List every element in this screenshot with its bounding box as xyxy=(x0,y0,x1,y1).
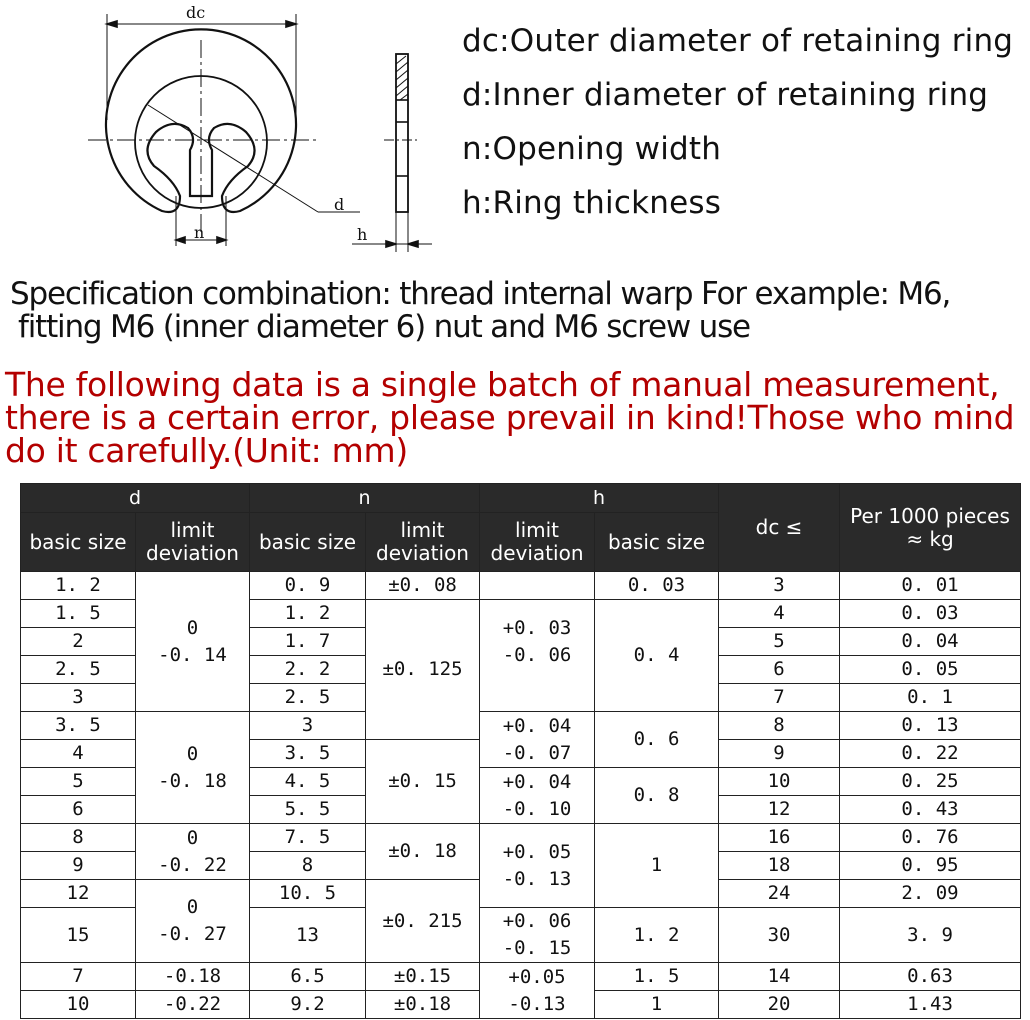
weight-cell: 0. 03 xyxy=(840,600,1021,628)
n-limit-deviation-cell: ±0. 125 xyxy=(366,600,480,740)
n-basic-size-cell: 2. 2 xyxy=(250,656,366,684)
n-limit-deviation-cell: ±0. 215 xyxy=(366,880,480,963)
d-basic-size-cell: 10 xyxy=(21,991,136,1019)
d-label: d xyxy=(334,195,345,214)
header-d-basic-size: basic size xyxy=(21,513,136,572)
d-basic-size-cell: 12 xyxy=(21,880,136,908)
d-basic-size-cell: 6 xyxy=(21,796,136,824)
n-basic-size-cell: 8 xyxy=(250,852,366,880)
n-basic-size-cell: 10. 5 xyxy=(250,880,366,908)
warning-line-1: The following data is a single batch of manual measurement, xyxy=(5,365,1000,404)
n-basic-size-cell: 4. 5 xyxy=(250,768,366,796)
size-table xyxy=(20,483,1021,1019)
n-limit-deviation-cell: ±0. 15 xyxy=(366,740,480,824)
dc-cell: 7 xyxy=(719,684,840,712)
dc-cell: 3 xyxy=(719,572,840,600)
h-limit-deviation-cell: +0. 05 -0. 13 xyxy=(480,824,595,908)
dc-cell: 4 xyxy=(719,600,840,628)
d-basic-size-cell: 1. 2 xyxy=(21,572,136,600)
table-row xyxy=(21,712,1021,740)
d-basic-size-cell: 1. 5 xyxy=(21,600,136,628)
n-basic-size-cell: 1. 2 xyxy=(250,600,366,628)
dc-label: dc xyxy=(186,3,206,22)
header-h-limit-deviation: limit deviation xyxy=(480,513,595,572)
weight-cell: 0.63 xyxy=(840,963,1021,991)
d-limit-deviation-cell: -0.22 xyxy=(136,991,250,1019)
header-weight: Per 1000 pieces ≈ kg xyxy=(840,484,1021,572)
n-basic-size-cell: 0. 9 xyxy=(250,572,366,600)
weight-cell: 0. 43 xyxy=(840,796,1021,824)
d-limit-deviation-cell: -0.18 xyxy=(136,963,250,991)
dc-cell: 6 xyxy=(719,656,840,684)
dc-cell: 18 xyxy=(719,852,840,880)
dc-cell: 5 xyxy=(719,628,840,656)
dc-cell: 12 xyxy=(719,796,840,824)
h-basic-size-cell: 1. 2 xyxy=(595,908,719,963)
d-basic-size-cell: 5 xyxy=(21,768,136,796)
d-basic-size-cell: 7 xyxy=(21,963,136,991)
n-basic-size-cell: 9.2 xyxy=(250,991,366,1019)
legend-item-d: d:Inner diameter of retaining ring xyxy=(462,77,989,113)
weight-cell: 0. 05 xyxy=(840,656,1021,684)
h-basic-size-cell: 0. 4 xyxy=(595,600,719,712)
n-limit-deviation-cell: ±0.18 xyxy=(366,991,480,1019)
n-basic-size-cell: 13 xyxy=(250,908,366,963)
d-basic-size-cell: 2 xyxy=(21,628,136,656)
weight-cell: 0. 76 xyxy=(840,824,1021,852)
spec-line-2: fitting M6 (inner diameter 6) nut and M6 screw use xyxy=(18,309,750,345)
dc-cell: 10 xyxy=(719,768,840,796)
h-limit-deviation-cell: +0. 04 -0. 07 xyxy=(480,712,595,768)
table-row xyxy=(21,963,1021,991)
n-basic-size-cell: 3. 5 xyxy=(250,740,366,768)
d-basic-size-cell: 3 xyxy=(21,684,136,712)
n-limit-deviation-cell: ±0.15 xyxy=(366,963,480,991)
spec-line-1: Specification combination: thread internal warp For example: M6, xyxy=(10,276,951,312)
table-row xyxy=(21,824,1021,852)
dc-cell: 24 xyxy=(719,880,840,908)
h-label: h xyxy=(357,225,368,244)
weight-cell: 3. 9 xyxy=(840,908,1021,963)
header-h-basic-size: basic size xyxy=(595,513,719,572)
retaining-ring-drawing xyxy=(0,0,450,260)
header-n-basic-size: basic size xyxy=(250,513,366,572)
weight-cell: 0. 1 xyxy=(840,684,1021,712)
legend-item-n: n:Opening width xyxy=(462,131,722,167)
dc-cell: 14 xyxy=(719,963,840,991)
n-label: n xyxy=(194,223,205,242)
n-limit-deviation-cell: ±0. 08 xyxy=(366,572,480,600)
legend-item-dc: dc:Outer diameter of retaining ring xyxy=(462,23,1014,59)
d-limit-deviation-cell: 0 -0. 18 xyxy=(136,712,250,824)
h-limit-deviation-cell: +0. 06 -0. 15 xyxy=(480,908,595,963)
dimension-legend xyxy=(462,14,1013,230)
group-header-n: n xyxy=(250,484,480,513)
dc-cell: 16 xyxy=(719,824,840,852)
header-dc: dc ≤ xyxy=(719,484,840,572)
n-basic-size-cell: 2. 5 xyxy=(250,684,366,712)
group-header-h: h xyxy=(480,484,719,513)
warning-line-2: there is a certain error, please prevail in kind!Those who mind xyxy=(5,398,1015,437)
dc-cell: 30 xyxy=(719,908,840,963)
n-basic-size-cell: 6.5 xyxy=(250,963,366,991)
table-row xyxy=(21,572,1021,600)
d-basic-size-cell: 15 xyxy=(21,908,136,963)
measurement-warning xyxy=(5,365,1015,470)
table-body xyxy=(21,572,1021,1019)
d-basic-size-cell: 8 xyxy=(21,824,136,852)
weight-cell: 1.43 xyxy=(840,991,1021,1019)
d-limit-deviation-cell: 0 -0. 27 xyxy=(136,880,250,963)
h-limit-deviation-cell: +0.05 -0.13 xyxy=(480,963,595,1019)
h-basic-size-cell: 1 xyxy=(595,824,719,908)
h-limit-deviation-cell: +0. 03 -0. 06 xyxy=(480,600,595,712)
dc-cell: 20 xyxy=(719,991,840,1019)
h-basic-size-cell: 0. 6 xyxy=(595,712,719,768)
weight-cell: 0. 13 xyxy=(840,712,1021,740)
d-limit-deviation-cell: 0 -0. 14 xyxy=(136,572,250,712)
h-basic-size-cell: 1 xyxy=(595,991,719,1019)
n-basic-size-cell: 1. 7 xyxy=(250,628,366,656)
d-basic-size-cell: 2. 5 xyxy=(21,656,136,684)
weight-cell: 0. 25 xyxy=(840,768,1021,796)
n-limit-deviation-cell: ±0. 18 xyxy=(366,824,480,880)
header-n-limit-deviation: limit deviation xyxy=(366,513,480,572)
weight-cell: 0. 04 xyxy=(840,628,1021,656)
weight-cell: 0. 22 xyxy=(840,740,1021,768)
n-basic-size-cell: 7. 5 xyxy=(250,824,366,852)
h-limit-deviation-cell: +0. 04 -0. 10 xyxy=(480,768,595,824)
weight-cell: 2. 09 xyxy=(840,880,1021,908)
d-basic-size-cell: 3. 5 xyxy=(21,712,136,740)
d-limit-deviation-cell: 0 -0. 22 xyxy=(136,824,250,880)
h-basic-size-cell: 0. 03 xyxy=(595,572,719,600)
n-basic-size-cell: 5. 5 xyxy=(250,796,366,824)
h-basic-size-cell: 1. 5 xyxy=(595,963,719,991)
warning-line-3: do it carefully.(Unit: mm) xyxy=(5,431,408,470)
d-basic-size-cell: 9 xyxy=(21,852,136,880)
weight-cell: 0. 01 xyxy=(840,572,1021,600)
group-header-d: d xyxy=(21,484,250,513)
specification-note xyxy=(10,278,950,344)
legend-item-h: h:Ring thickness xyxy=(462,185,722,221)
weight-cell: 0. 95 xyxy=(840,852,1021,880)
dc-cell: 8 xyxy=(719,712,840,740)
n-basic-size-cell: 3 xyxy=(250,712,366,740)
h-limit-deviation-cell xyxy=(480,572,595,600)
h-basic-size-cell: 0. 8 xyxy=(595,768,719,824)
dc-cell: 9 xyxy=(719,740,840,768)
header-d-limit-deviation: limit deviation xyxy=(136,513,250,572)
d-basic-size-cell: 4 xyxy=(21,740,136,768)
